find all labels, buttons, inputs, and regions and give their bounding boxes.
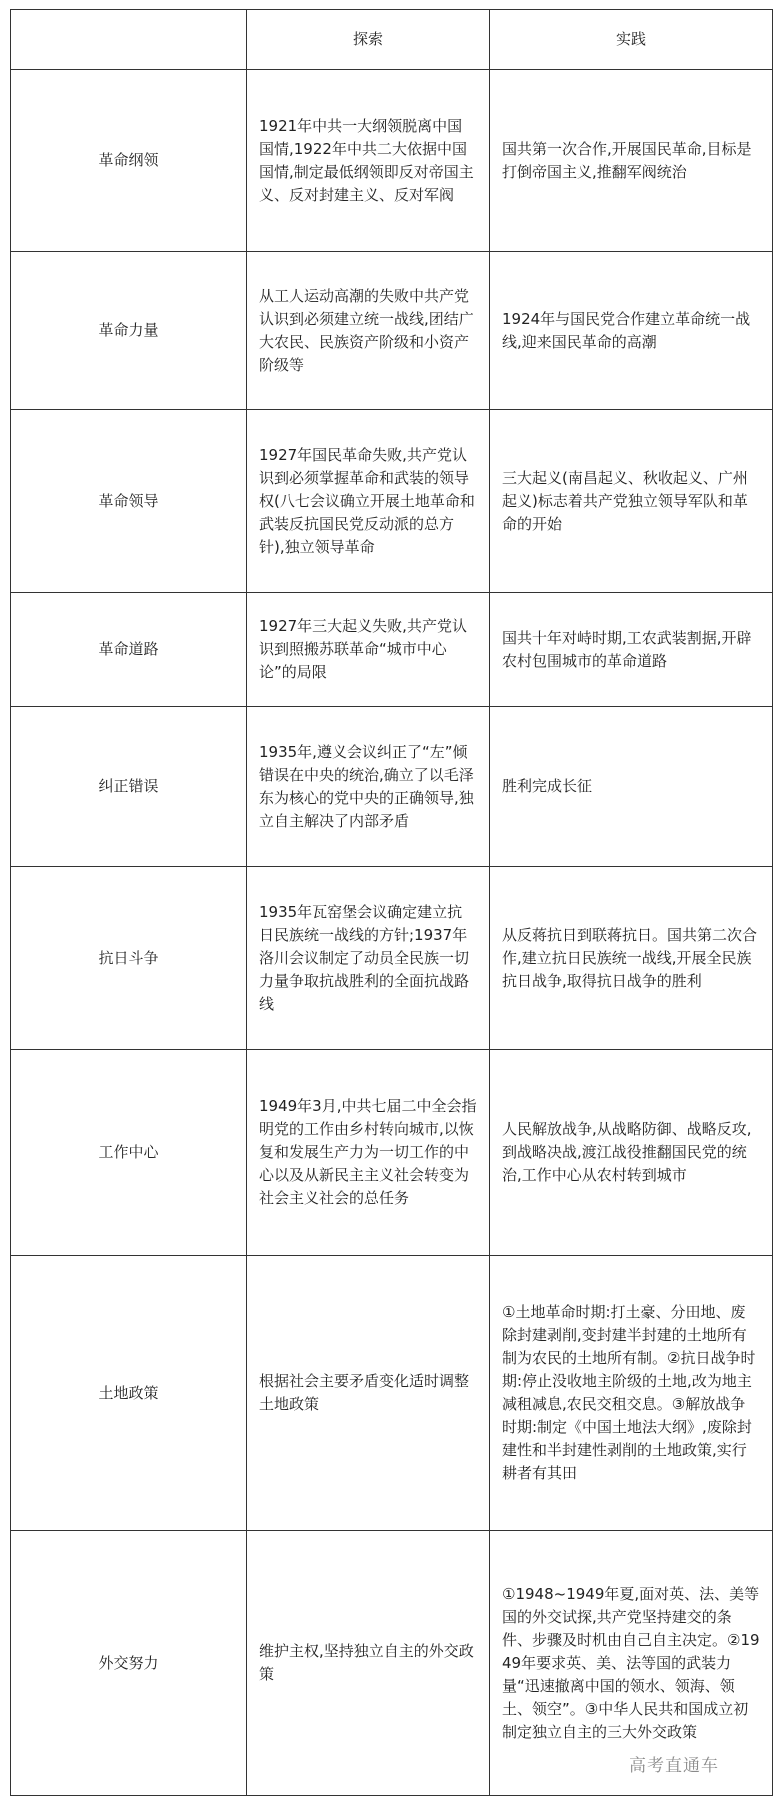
table-row: [11, 1256, 773, 1531]
row-explore: 1935年瓦窑堡会议确定建立抗日民族统一战线的方针;1937年洛川会议制定了动员全民族一切力量争取抗战胜利的全面抗战路线: [247, 867, 490, 1050]
row-topic: 革命领导: [11, 410, 247, 593]
row-explore: 1927年三大起义失败,共产党认识到照搬苏联革命“城市中心论”的局限: [247, 593, 490, 707]
table-row: [11, 252, 773, 410]
row-explore: 1921年中共一大纲领脱离中国国情,1922年中共二大依据中国国情,制定最低纲领即反对帝国主义、反对封建主义、反对军阀: [247, 70, 490, 252]
row-explore: 从工人运动高潮的失败中共产党认识到必须建立统一战线,团结广大农民、民族资产阶级和小资产阶级等: [247, 252, 490, 410]
row-explore: 1935年,遵义会议纠正了“左”倾错误在中央的统治,确立了以毛泽东为核心的党中央的正确领导,独立自主解决了内部矛盾: [247, 707, 490, 867]
row-topic: 工作中心: [11, 1050, 247, 1256]
row-topic: 纠正错误: [11, 707, 247, 867]
table-row: [11, 707, 773, 867]
watermark-text: 高考直通车: [629, 1756, 719, 1776]
row-topic: 革命道路: [11, 593, 247, 707]
table-row: [11, 1050, 773, 1256]
row-practice: 胜利完成长征: [490, 707, 773, 867]
row-practice: 人民解放战争,从战略防御、战略反攻,到战略决战,渡江战役推翻国民党的统治,工作中心从农村转到城市: [490, 1050, 773, 1256]
row-topic: 土地政策: [11, 1256, 247, 1531]
table-header-row: [11, 10, 773, 70]
row-practice: ①1948~1949年夏,面对英、法、美等国的外交试探,共产党坚持建交的条件、步骤及时机由自己自主决定。②1949年要求英、美、法等国的武装力量“迅速撤离中国的领水、领海、领土、领空”。③中华人民共和国成立初制定独立自主的三大外交政策: [490, 1531, 773, 1796]
table-row: [11, 410, 773, 593]
table-row: [11, 867, 773, 1050]
row-practice: 1924年与国民党合作建立革命统一战线,迎来国民革命的高潮: [490, 252, 773, 410]
row-practice: 三大起义(南昌起义、秋收起义、广州起义)标志着共产党独立领导军队和革命的开始: [490, 410, 773, 593]
row-topic: 革命纲领: [11, 70, 247, 252]
table-row: [11, 593, 773, 707]
row-practice: 国共十年对峙时期,工农武装割据,开辟农村包围城市的革命道路: [490, 593, 773, 707]
row-explore: 1949年3月,中共七届二中全会指明党的工作由乡村转向城市,以恢复和发展生产力为一切工作的中心以及从新民主主义社会转变为社会主义社会的总任务: [247, 1050, 490, 1256]
row-practice: 从反蒋抗日到联蒋抗日。国共第二次合作,建立抗日民族统一战线,开展全民族抗日战争,取得抗日战争的胜利: [490, 867, 773, 1050]
row-explore: 1927年国民革命失败,共产党认识到必须掌握革命和武装的领导权(八七会议确立开展土地革命和武装反抗国民党反动派的总方针),独立领导革命: [247, 410, 490, 593]
table-row: [11, 70, 773, 252]
row-explore: 维护主权,坚持独立自主的外交政策: [247, 1531, 490, 1796]
history-table: [10, 9, 773, 1796]
row-topic: 抗日斗争: [11, 867, 247, 1050]
row-topic: 外交努力: [11, 1531, 247, 1796]
row-topic: 革命力量: [11, 252, 247, 410]
row-explore: 根据社会主要矛盾变化适时调整土地政策: [247, 1256, 490, 1531]
header-cell-topic: [11, 10, 247, 70]
header-cell-explore: 探索: [247, 10, 490, 70]
header-cell-practice: 实践: [490, 10, 773, 70]
row-practice: ①土地革命时期:打土豪、分田地、废除封建剥削,变封建半封建的土地所有制为农民的土地所有制。②抗日战争时期:停止没收地主阶级的土地,改为地主减租减息,农民交租交息。③解放战争时期:制定《中国土地法大纲》,废除封建性和半封建性剥削的土地政策,实行耕者有其田: [490, 1256, 773, 1531]
row-practice: 国共第一次合作,开展国民革命,目标是打倒帝国主义,推翻军阀统治: [490, 70, 773, 252]
